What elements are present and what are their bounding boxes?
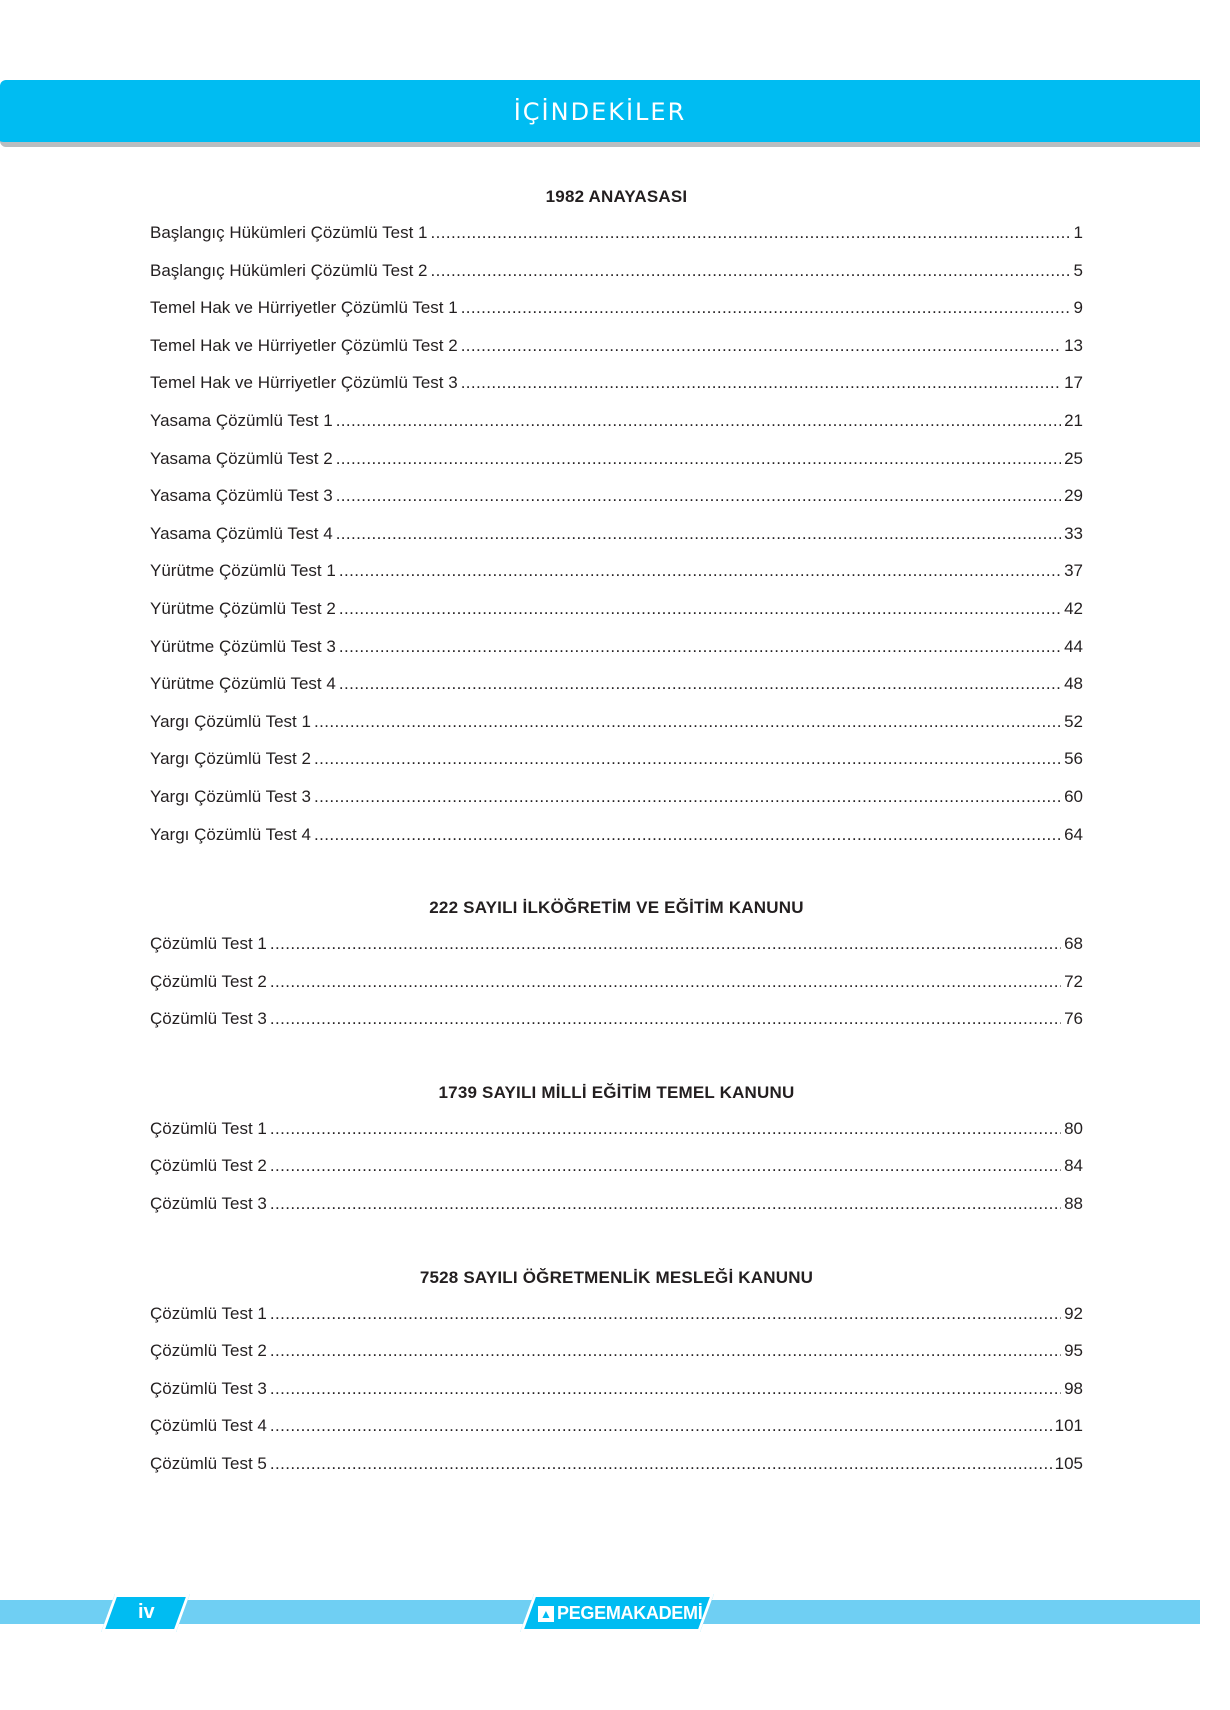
toc-entry-page: 44 — [1064, 636, 1083, 656]
toc-entry-label: Temel Hak ve Hürriyetler Çözümlü Test 3 — [150, 373, 458, 393]
page-number: iv — [138, 1601, 155, 1623]
dot-leader — [314, 824, 1061, 846]
toc-entry — [150, 711, 1083, 749]
toc-entry-page: 64 — [1064, 824, 1083, 844]
dot-leader — [339, 673, 1061, 695]
toc-entry-label: Çözümlü Test 3 — [150, 1194, 267, 1214]
toc-entry — [150, 786, 1083, 824]
dot-leader — [314, 711, 1061, 733]
dot-leader — [339, 560, 1061, 582]
header-band — [0, 80, 1200, 147]
dot-leader — [461, 372, 1061, 394]
toc-entry-page: 5 — [1073, 260, 1083, 280]
toc-entry-label: Çözümlü Test 1 — [150, 934, 267, 954]
pegem-logo-icon: ▲ — [538, 1606, 554, 1622]
toc-section — [150, 897, 1083, 1046]
toc-entry-label: Temel Hak ve Hürriyetler Çözümlü Test 2 — [150, 335, 458, 355]
dot-leader — [336, 485, 1061, 507]
toc-entry-label: Çözümlü Test 3 — [150, 1009, 267, 1029]
toc-entry-page: 25 — [1064, 448, 1083, 468]
toc-entry — [150, 260, 1083, 298]
toc-entry-label: Yürütme Çözümlü Test 3 — [150, 636, 336, 656]
toc-entry-page: 98 — [1064, 1378, 1083, 1398]
toc-entry-label: Yargı Çözümlü Test 2 — [150, 749, 311, 769]
toc-entry-label: Çözümlü Test 1 — [150, 1118, 267, 1138]
toc-entry-page: 101 — [1054, 1416, 1083, 1436]
toc-entry-page: 37 — [1064, 561, 1083, 581]
page-title: İÇİNDEKİLER — [513, 98, 687, 126]
toc-entry — [150, 335, 1083, 373]
dot-leader — [270, 1008, 1061, 1030]
toc-entry — [150, 372, 1083, 410]
toc-entry-page: 60 — [1064, 786, 1083, 806]
toc-entry — [150, 1193, 1083, 1231]
toc-entry-page: 84 — [1064, 1156, 1083, 1176]
dot-leader — [339, 598, 1061, 620]
toc-entry — [150, 523, 1083, 561]
dot-leader — [270, 1340, 1061, 1362]
dot-leader — [270, 1193, 1061, 1215]
toc-entry-label: Başlangıç Hükümleri Çözümlü Test 1 — [150, 223, 428, 242]
toc-entry-label: Çözümlü Test 2 — [150, 971, 267, 991]
toc-entry-label: Çözümlü Test 1 — [150, 1303, 267, 1323]
toc-section — [150, 1267, 1083, 1491]
toc-entry-page: 17 — [1064, 373, 1083, 393]
section-title: 1982 ANAYASASI — [545, 187, 688, 206]
toc-entry — [150, 1008, 1083, 1046]
dot-leader — [270, 933, 1061, 955]
dot-leader — [270, 1118, 1061, 1140]
toc-entry-page: 56 — [1064, 749, 1083, 769]
section-title: 1739 SAYILI MİLLİ EĞİTİM TEMEL KANUNU — [438, 1082, 795, 1102]
toc-entry-page: 88 — [1064, 1194, 1083, 1214]
toc-entry-page: 1 — [1073, 223, 1083, 242]
toc-entry — [150, 485, 1083, 523]
toc-entry-label: Temel Hak ve Hürriyetler Çözümlü Test 1 — [150, 298, 458, 318]
toc-entry-label: Yasama Çözümlü Test 1 — [150, 410, 333, 430]
toc-entry-label: Yasama Çözümlü Test 4 — [150, 523, 333, 543]
dot-leader — [270, 1303, 1061, 1325]
toc-section — [150, 186, 1083, 861]
toc-entry-page: 21 — [1064, 410, 1083, 430]
section-title: 7528 SAYILI ÖĞRETMENLİK MESLEĞİ KANUNU — [419, 1267, 814, 1287]
dot-leader — [430, 222, 1070, 244]
toc-entry-label: Yargı Çözümlü Test 4 — [150, 824, 311, 844]
toc-entry-label: Yargı Çözümlü Test 3 — [150, 786, 311, 806]
dot-leader — [461, 297, 1071, 319]
toc-entry-page: 68 — [1064, 934, 1083, 954]
toc-entry-label: Çözümlü Test 2 — [150, 1156, 267, 1176]
toc-entry-page: 9 — [1073, 298, 1083, 318]
toc-entry-label: Çözümlü Test 2 — [150, 1341, 267, 1361]
dot-leader — [270, 971, 1061, 993]
table-of-contents — [150, 186, 1083, 1527]
toc-entry-page: 76 — [1064, 1009, 1083, 1029]
publisher-logo-text: PEGEMAKADEMİ — [557, 1603, 703, 1623]
toc-entry — [150, 297, 1083, 335]
toc-entry — [150, 560, 1083, 598]
dot-leader — [270, 1155, 1061, 1177]
toc-entry-label: Yürütme Çözümlü Test 1 — [150, 561, 336, 581]
dot-leader — [461, 335, 1061, 357]
toc-entry — [150, 1378, 1083, 1416]
toc-entry — [150, 1118, 1083, 1156]
toc-entry — [150, 598, 1083, 636]
toc-entry — [150, 824, 1083, 862]
dot-leader — [270, 1453, 1052, 1475]
toc-entry-label: Yürütme Çözümlü Test 4 — [150, 674, 336, 694]
dot-leader — [339, 636, 1061, 658]
toc-entry — [150, 1453, 1083, 1491]
toc-entry-label: Yargı Çözümlü Test 1 — [150, 711, 311, 731]
dot-leader — [270, 1378, 1061, 1400]
toc-entry — [150, 748, 1083, 786]
toc-entry — [150, 1340, 1083, 1378]
toc-entry-page: 52 — [1064, 711, 1083, 731]
toc-entry-label: Başlangıç Hükümleri Çözümlü Test 2 — [150, 260, 428, 280]
dot-leader — [314, 786, 1061, 808]
publisher-logo — [538, 1603, 702, 1624]
toc-entry-page: 92 — [1064, 1303, 1083, 1323]
toc-entry — [150, 448, 1083, 486]
toc-entry — [150, 636, 1083, 674]
dot-leader — [430, 260, 1070, 282]
toc-entry — [150, 673, 1083, 711]
toc-entry — [150, 222, 1083, 260]
toc-entry-label: Çözümlü Test 5 — [150, 1454, 267, 1474]
dot-leader — [270, 1415, 1052, 1437]
toc-entry-label: Yürütme Çözümlü Test 2 — [150, 598, 336, 618]
toc-entry-page: 80 — [1064, 1118, 1083, 1138]
dot-leader — [336, 410, 1061, 432]
toc-entry-page: 48 — [1064, 674, 1083, 694]
toc-entry-label: Çözümlü Test 4 — [150, 1416, 267, 1436]
toc-entry — [150, 1155, 1083, 1193]
toc-entry-page: 95 — [1064, 1341, 1083, 1361]
toc-entry — [150, 1415, 1083, 1453]
toc-entry-page: 29 — [1064, 486, 1083, 506]
dot-leader — [314, 748, 1061, 770]
dot-leader — [336, 523, 1061, 545]
toc-entry — [150, 410, 1083, 448]
toc-entry — [150, 971, 1083, 1009]
toc-entry — [150, 933, 1083, 971]
toc-entry-page: 105 — [1054, 1454, 1083, 1474]
toc-entry-label: Yasama Çözümlü Test 3 — [150, 486, 333, 506]
toc-section — [150, 1082, 1083, 1231]
toc-entry-label: Çözümlü Test 3 — [150, 1378, 267, 1398]
toc-entry-label: Yasama Çözümlü Test 2 — [150, 448, 333, 468]
dot-leader — [336, 448, 1061, 470]
toc-entry — [150, 1303, 1083, 1341]
section-title: 222 SAYILI İLKÖĞRETİM VE EĞİTİM KANUNU — [429, 898, 804, 918]
toc-entry-page: 33 — [1064, 523, 1083, 543]
toc-entry-page: 13 — [1064, 335, 1083, 355]
toc-entry-page: 42 — [1064, 598, 1083, 618]
toc-entry-page: 72 — [1064, 971, 1083, 991]
